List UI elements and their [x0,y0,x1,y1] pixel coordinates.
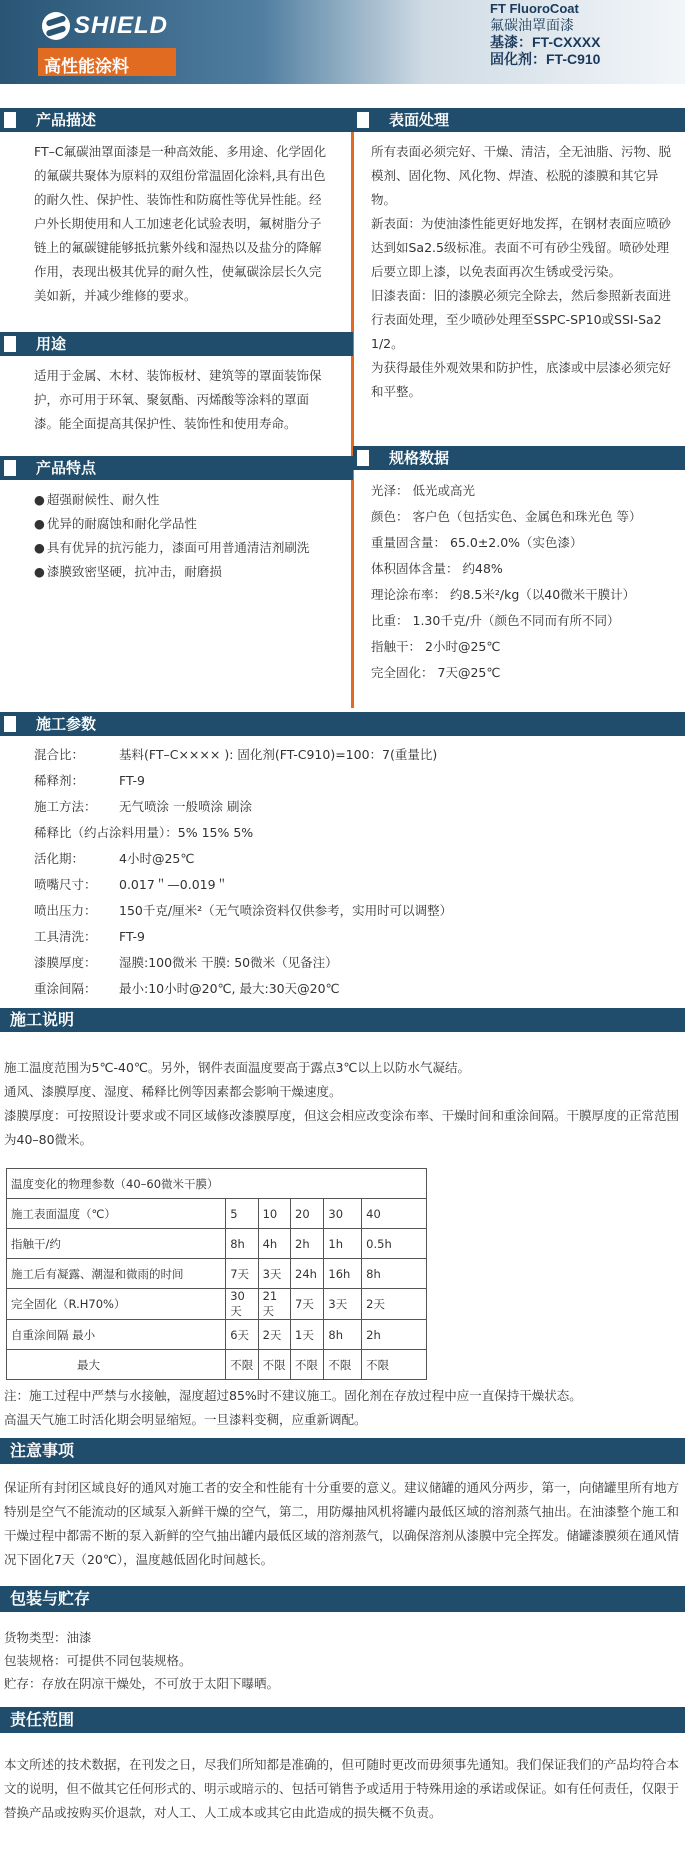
table-cell: 不限 [291,1350,324,1380]
tagline: 高性能涂料 [44,57,129,77]
app-label: 漆膜厚度： [34,955,97,970]
usage-body [0,356,353,456]
app-row [34,898,665,924]
section-marker-icon [4,716,16,732]
packaging-line: 货物类型：油漆 [4,1630,92,1645]
spec-label: 重量固含量： [371,535,447,550]
table-cell: 5 [226,1199,258,1229]
app-value: 150千克/厘米²（无气喷涂资料仅供参考，实用时可以调整） [119,903,453,918]
app-label: 活化期： [34,851,85,866]
spec-value: 65.0±2.0%（实色漆） [450,535,583,550]
instructions-para: 施工温度范围为5℃-40℃。另外，钢件表面温度要高于露点3℃以上以防水气凝结。 [4,1060,470,1075]
table-row [7,1320,427,1350]
section-head-surface [353,108,685,132]
table-cell: 30天 [226,1289,258,1320]
safety-paragraph: 保证所有封闭区域良好的通风对施工者的安全和性能有十分重要的意义。建议储罐的通风分两步，第一，向储罐里所有地方特别是空气不能流动的区域泵入新鲜干燥的空气，第二，用防爆抽风机将罐内最低区域的溶剂蒸气抽出。在油漆整个施工和干燥过程中都需不断的泵入新鲜的空气抽出罐内最低区域的溶剂蒸气，以确保溶剂从漆膜中完全挥发。储罐漆膜须在通风情况下固化7天（20℃），温度越低固化时间越长。 [4,1480,680,1567]
section-marker-icon [4,112,16,128]
app-label: 工具清洗： [34,929,97,944]
app-label: 喷出压力： [34,903,97,918]
table-cell: 不限 [362,1350,427,1380]
section-head-usage [0,332,353,356]
section-head-description [0,108,353,132]
feature-item: ● 具有优异的抗污能力，漆面可用普通清洁剂刷洗 [34,536,333,560]
table-cell: 3天 [258,1259,290,1289]
table-row [7,1289,427,1320]
table-cell: 24h [291,1259,324,1289]
app-row [34,794,665,820]
section-head-packaging [0,1586,685,1612]
app-label: 施工方法： [34,799,97,814]
brand-name: FT FluoroCoat [490,1,579,16]
section-marker-icon [357,112,369,128]
spec-row [371,660,677,686]
section-marker-icon [4,336,16,352]
table-cell: 不限 [258,1350,290,1380]
app-value: FT-9 [119,929,145,944]
spec-label: 完全固化： [371,665,434,680]
spec-row [371,530,677,556]
app-value: FT-9 [119,773,145,788]
app-label: 重涂间隔： [34,981,97,996]
instructions-para: 通风、漆膜厚度、湿度、稀释比例等因素都会影响干燥速度。 [4,1084,342,1099]
app-value: 5% 15% 5% [177,825,254,840]
section-title: 注意事项 [10,1441,75,1460]
surface-paragraph: 所有表面必须完好、干燥、清洁，全无油脂、污物、脱模剂、固化物、风化物、焊渣、松脱的漆膜和其它异物。 [371,144,672,207]
app-label: 混合比： [34,747,85,762]
app-value: 最小:10小时@20℃, 最大:30天@20℃ [119,981,340,996]
table-cell: 16h [324,1259,362,1289]
table-cell: 2h [362,1320,427,1350]
product-info [490,0,600,68]
app-label: 稀释比（约占涂料用量）： [34,825,178,840]
specs-body [353,470,685,694]
packaging-line: 贮存：存放在阴凉干燥处，不可放于太阳下曝晒。 [4,1676,280,1691]
product-name: 氟碳油罩面漆 [490,17,574,33]
app-row [34,924,665,950]
section-head-safety [0,1438,685,1464]
app-row [34,872,665,898]
app-value: 0.017＂—0.019＂ [119,877,229,892]
spec-label: 颜色： [371,509,409,524]
section-title: 责任范围 [10,1710,75,1729]
table-cell: 8h [362,1259,427,1289]
section-title: 产品特点 [36,459,97,477]
note-text: 高温天气施工时活化期会明显缩短。一旦漆料变稠，应重新调配。 [4,1412,367,1427]
table-row [7,1259,427,1289]
surface-paragraph: 为获得最佳外观效果和防护性，底漆或中层漆必须完好和平整。 [371,360,672,399]
section-marker-icon [4,460,16,476]
feature-item: ● 漆膜致密坚硬，抗冲击，耐磨损 [34,560,333,584]
shield-logo [42,12,168,40]
hardener-code: 固化剂：FT-C910 [490,51,601,67]
section-marker-icon [357,450,369,466]
safety-text [4,1476,681,1572]
table-cell: 40 [362,1199,427,1229]
feature-item: ● 优异的耐腐蚀和耐化学品性 [34,512,333,536]
table-cell: 30 [324,1199,362,1229]
packaging-text [4,1626,681,1695]
app-row [34,950,665,976]
surface-body [353,132,685,446]
note-text: 注：施工过程中严禁与水接触，湿度超过85%时不建议施工。固化剂在存放过程中应一直保持干燥状态。 [4,1388,582,1403]
table-cell: 0.5h [362,1229,427,1259]
section-head-instructions [0,1008,685,1032]
app-row [34,846,665,872]
table-cell: 3天 [324,1289,362,1320]
table-caption: 温度变化的物理参数（40–60微米干膜） [7,1169,427,1199]
instructions-notes [4,1384,681,1432]
right-column [353,108,685,694]
surface-paragraph: 新表面：为使油漆性能更好地发挥，在钢材表面应喷砂达到如Sa2.5级标准。表面不可有砂尘残留。喷砂处理后要立即上漆，以免表面再次生锈或受污染。 [371,216,672,279]
table-cell: 施工后有凝露、潮湿和微雨的时间 [7,1259,226,1289]
spec-value: 2小时@25℃ [425,639,501,654]
spec-label: 理论涂布率： [371,587,447,602]
table-cell: 1h [324,1229,362,1259]
instructions-text [4,1056,681,1152]
usage-text: 适用于金属、木材、装饰板材、建筑等的罩面装饰保护，亦可用于环氧、聚氨酯、丙烯酸等涂料的罩面漆。能全面提高其保护性、装饰性和使用寿命。 [34,368,322,431]
table-cell: 10 [258,1199,290,1229]
liability-paragraph: 本文所述的技术数据，在刊发之日，尽我们所知都是准确的，但可随时更改而毋须事先通知。我们保证我们的产品均符合本文的说明，但不做其它任何形式的、明示或暗示的、包括可销售予或适用于特殊用途的承诺或保证。如有任何责任，仅限于替换产品或按购买价退款，对人工、人工成本或其它由此造成的损失概不负责。 [4,1757,680,1820]
features-body [0,480,353,636]
spec-row [371,478,677,504]
app-value: 4小时@25℃ [119,851,195,866]
section-head-liability [0,1707,685,1733]
table-cell: 2h [291,1229,324,1259]
table-cell: 完全固化（R.H70%） [7,1289,226,1320]
spec-value: 1.30千克/升（颜色不同而有所不同） [412,613,620,628]
left-column [0,108,353,636]
table-cell: 2天 [362,1289,427,1320]
app-value: 无气喷涂 一般喷涂 刷涂 [119,799,252,814]
section-title: 施工参数 [36,715,97,733]
spec-row [371,608,677,634]
table-row [7,1229,427,1259]
spec-row [371,634,677,660]
table-cell: 施工表面温度（℃） [7,1199,226,1229]
spec-label: 比重： [371,613,409,628]
instructions-para: 漆膜厚度：可按照设计要求或不同区域修改漆膜厚度，但这会相应改变涂布率、干燥时间和重涂间隔。干膜厚度的正常范围为40–80微米。 [4,1108,680,1147]
description-text: FT–C氟碳油罩面漆是一种高效能、多用途、化学固化的氟碳共聚体为原料的双组份常温固化涂料,具有出色的耐久性、保护性、装饰性和防腐性等优异性能。经户外长期使用和人工加速老化试验表明，氟树脂分子链上的氟碳键能够抵抗紫外线和湿热以及盐分的降解作用，表现出极其优异的耐久性，使氟碳涂层长久完美如新，并减少维修的要求。 [34,144,327,303]
app-row [34,742,665,768]
table-cell: 2天 [258,1320,290,1350]
feature-item: ● 超强耐候性、耐久性 [34,488,333,512]
app-value: 基料(FT–C×××× ): 固化剂(FT-C910)=100：7(重量比) [119,747,438,762]
section-title: 规格数据 [389,449,450,467]
application-body [0,736,685,1008]
spec-value: 客户色（包括实色、金属色和珠光色 等） [412,509,642,524]
table-cell: 最大 [7,1350,226,1380]
table-cell: 21天 [258,1289,290,1320]
temperature-table [6,1168,427,1380]
section-title: 施工说明 [10,1010,75,1029]
spec-label: 指触干： [371,639,422,654]
table-row [7,1199,427,1229]
table-cell: 7天 [291,1289,324,1320]
spec-row [371,582,677,608]
table-cell: 7天 [226,1259,258,1289]
section-title: 产品描述 [36,111,97,129]
table-cell: 8h [226,1229,258,1259]
spec-value: 7天@25℃ [437,665,501,680]
app-row [34,976,665,1002]
section-head-application [0,712,685,736]
table-cell: 6天 [226,1320,258,1350]
section-title: 用途 [36,335,67,353]
shield-logo-icon [42,12,70,40]
surface-paragraph: 旧漆表面：旧的漆膜必须完全除去，然后参照新表面进行表面处理，至少喷砂处理至SSPC-SP10或SSI-Sa2 1/2。 [371,288,672,351]
spec-label: 光泽： [371,483,409,498]
app-label: 喷嘴尺寸： [34,877,97,892]
spec-label: 体积固体含量： [371,561,459,576]
app-row [34,768,665,794]
table-row [7,1350,427,1380]
section-head-specs [353,446,685,470]
spec-value: 约8.5米²/kg（以40微米干膜计） [450,587,636,602]
table-cell: 8h [324,1320,362,1350]
table-cell: 指触干/约 [7,1229,226,1259]
section-head-features [0,456,353,480]
app-label: 稀释剂： [34,773,85,788]
section-title: 表面处理 [389,111,450,129]
packaging-line: 包装规格：可提供不同包装规格。 [4,1653,192,1668]
logo-text: SHIELD [74,12,169,39]
table-cell: 不限 [226,1350,258,1380]
table-cell: 4h [258,1229,290,1259]
spec-row [371,556,677,582]
spec-row [371,504,677,530]
table-cell: 20 [291,1199,324,1229]
table-row [7,1169,427,1199]
app-value: 湿膜:100微米 干膜: 50微米（见备注） [119,955,338,970]
section-title: 包装与贮存 [10,1589,91,1608]
spec-value: 约48% [462,561,503,576]
app-row [34,820,665,846]
table-cell: 不限 [324,1350,362,1380]
page-header [0,0,685,84]
table-cell: 1天 [291,1320,324,1350]
base-paint-code: 基漆：FT-CXXXX [490,34,601,50]
table-cell: 自重涂间隔 最小 [7,1320,226,1350]
liability-text [4,1753,681,1825]
description-body [0,132,353,332]
application-section [0,712,685,1008]
spec-value: 低光或高光 [412,483,476,498]
